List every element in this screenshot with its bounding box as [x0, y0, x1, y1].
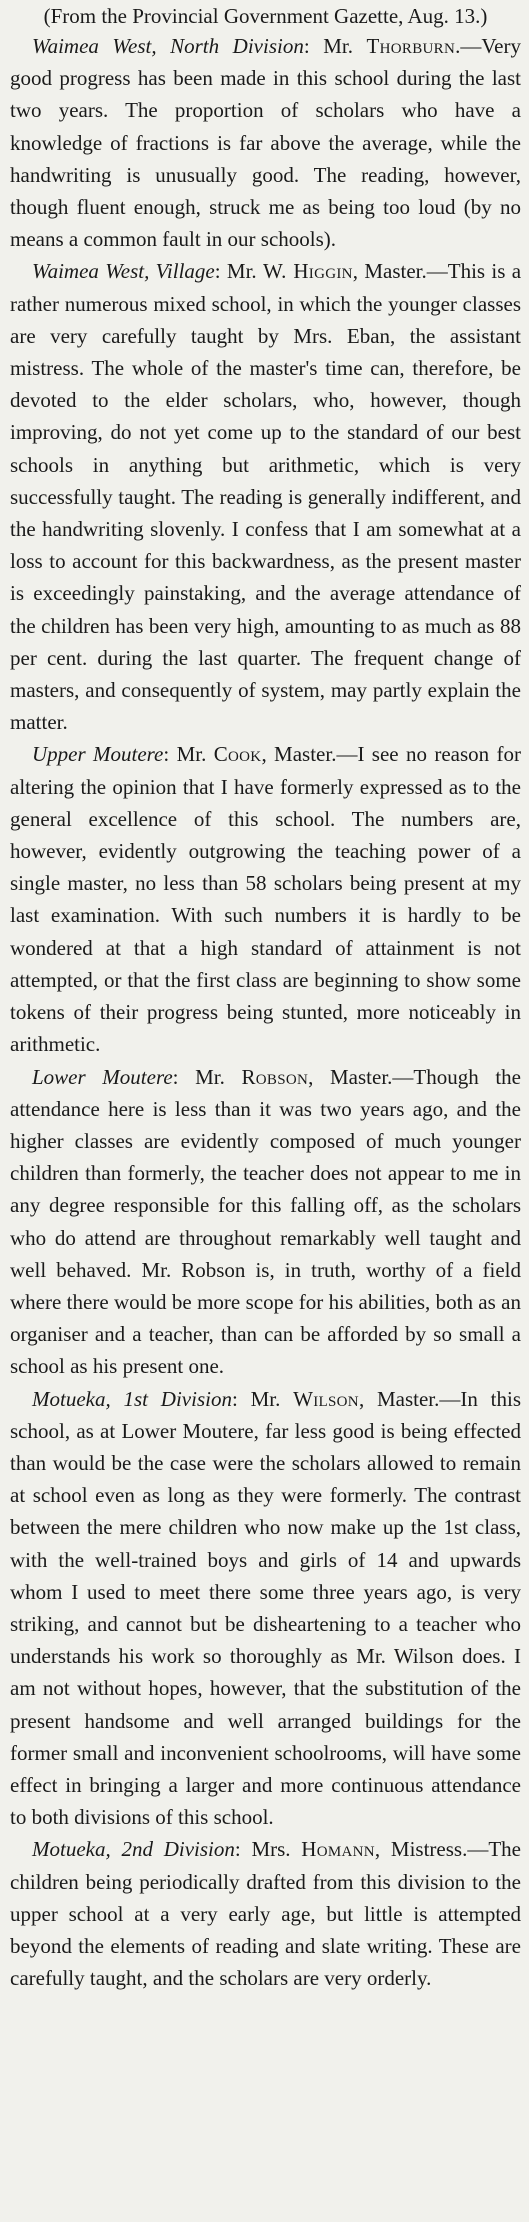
section-person: Cook: [213, 742, 262, 767]
section-body: , Master.—I see no reason for altering the opinion that I have formerly expressed as to the general excellence of this school. The numbers are, however, evidently outgrowing the teaching power of a single master, no less than 58 scholars being present at my last examination. With such numbers it is hardly to be wondered at that a high standard of attainment is not attempted, or that the first class are beginning to show some tokens of their progress being stunted, more noticeably in arithmetic.: [10, 742, 521, 1057]
section-label: : Mr.: [163, 742, 214, 767]
section-heading: Waimea West, North Division: [32, 34, 304, 58]
section-label: : Mrs.: [234, 1837, 302, 1862]
section-label: : Mr.: [231, 1386, 294, 1411]
section-heading: Motueka, 2nd Division: [32, 1837, 235, 1862]
section-body: .—Very good progress has been made in this school during the last two years. The proportion of scholars who have a knowledge of fractions is far above the average, while the handwriting is unusually good. The reading, however, though fluent enough, struck me as being too loud (by no means a common fault in our schools).: [10, 34, 521, 252]
section-heading: Motueka, 1st Division: [32, 1386, 232, 1411]
section-person: W. Higgin: [262, 259, 353, 284]
section-heading: Waimea West, Village: [32, 259, 215, 284]
section-person: Thorburn: [366, 34, 456, 58]
section-motueka-2nd: [10, 1833, 521, 1994]
section-person: Robson: [241, 1064, 309, 1089]
section-heading: Upper Moutere: [32, 742, 164, 767]
section-lower-moutere: [10, 1061, 521, 1383]
section-heading: Lower Moutere: [32, 1064, 173, 1089]
section-label: : Mr.: [214, 259, 263, 284]
section-person: Wilson: [293, 1386, 359, 1411]
section-person: Homann: [301, 1837, 375, 1862]
section-body: , Master.—Though the attendance here is less than it was two years ago, and the higher classes are evidently composed of much younger children than formerly, the teacher does not appear to me in any degree responsible for this falling off, as the scholars who do attend are throughout remarkably well taught and well behaved. Mr. Robson is, in truth, worthy of a field where there would be more scope for his abilities, both as an organiser and a teacher, than can be afforded by so small a school as his present one.: [10, 1064, 522, 1379]
section-body: , Mistress.—The children being periodically drafted from this division to the upper school at a very early age, but little is attempted beyond the elements of reading and slate writing. These are carefully taught, and the scholars are very orderly.: [10, 1837, 521, 1991]
section-body: , Master.—This is a rather numerous mixed school, in which the younger classes are very carefully taught by Mrs. Eban, the assistant mistress. The whole of the master's time can, therefore, be devoted to the elder scholars, who, however, though improving, do not yet come up to the standard of our best schools in anything but arithmetic, which is very successfully taught. The reading is generally indifferent, and the handwriting slovenly. I confess that I am somewhat at a loss to account for this backwardness, as the present master is exceedingly painstaking, and the average attendance of the children has been very high, amounting to as much as 88 per cent. during the last quarter. The frequent change of masters, and consequently of system, may partly explain the matter.: [10, 259, 522, 735]
section-upper-moutere: [10, 738, 521, 1060]
section-waimea-west-north: [10, 30, 521, 255]
section-label: : Mr.: [303, 34, 367, 58]
source-line: (From the Provincial Government Gazette, Aug. 13.): [43, 4, 488, 28]
section-label: : Mr.: [172, 1064, 242, 1089]
section-body: , Master.—In this school, as at Lower Moutere, far less good is being effected than would be the case were the scholars allowed to remain at school even as long as they were formerly. The contrast between the mere children who now make up the 1st class, with the well-trained boys and girls of 14 and upwards whom I used to meet there some three years ago, is very striking, and cannot but be disheartening to a teacher who understands his work so thoroughly as Mr. Wilson does. I am not without hopes, however, that the substitution of the present handsome and well arranged buildings for the former small and inconvenient schoolrooms, will have some effect in bringing a larger and more continuous attendance to both divisions of this school.: [10, 1386, 522, 1830]
section-waimea-west-village: [10, 255, 521, 738]
section-motueka-1st: [10, 1383, 521, 1834]
